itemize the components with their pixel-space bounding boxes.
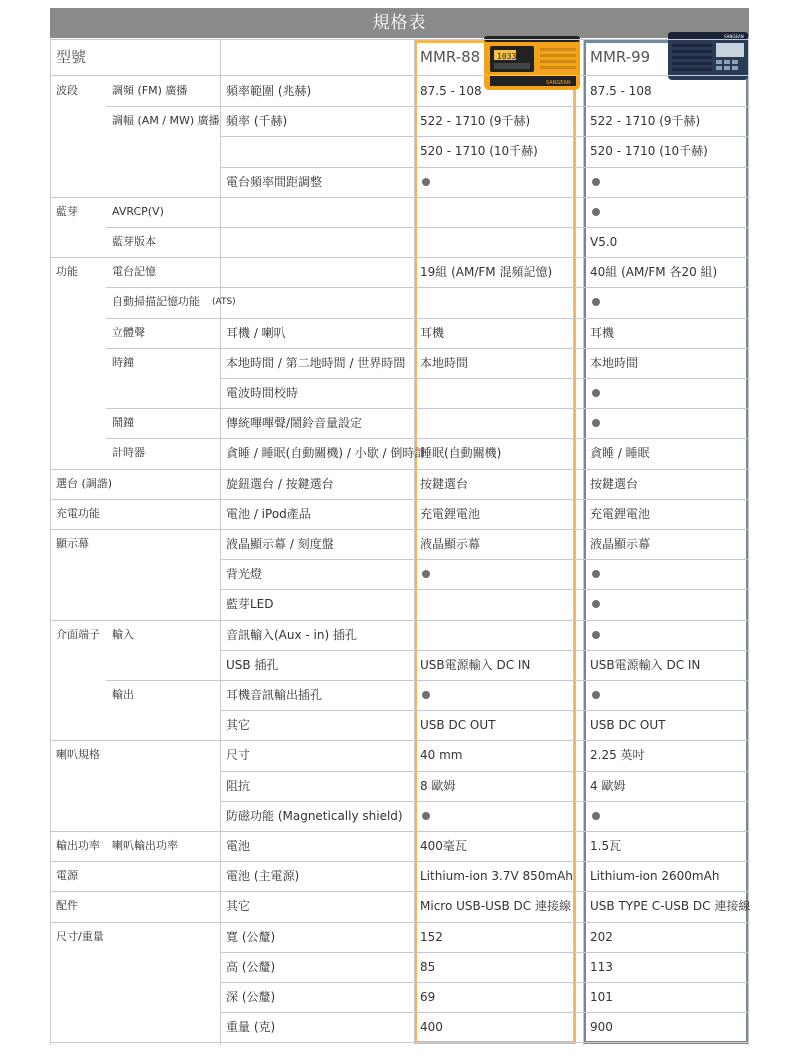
model-a-value: 152 <box>420 929 443 944</box>
model-a-value: 69 <box>420 990 436 1004</box>
model-b-value: 按鍵選台 <box>590 476 639 491</box>
model-a-value: 87.5 - 108 <box>420 84 482 98</box>
row-category: 介面端子 <box>56 627 100 641</box>
row-category: 充電功能 <box>56 506 100 520</box>
row-feature: AVRCP(V) <box>112 204 164 218</box>
column-divider <box>220 39 221 1045</box>
row-category: 選台 (調諧) <box>56 476 113 490</box>
model-a-value: Lithium-ion 3.7V 850mAh <box>420 869 573 884</box>
row-category: 配件 <box>56 899 78 913</box>
model-b-value: 202 <box>590 929 613 944</box>
model-b-name: MMR-99 <box>590 48 651 66</box>
row-spec: 寬 (公釐) <box>226 929 276 944</box>
row-divider <box>106 438 749 439</box>
row-feature-suffix: (ATS) <box>212 297 236 308</box>
row-spec: 本地時間 / 第二地時間 / 世界時間 <box>226 355 406 370</box>
row-divider <box>50 469 749 470</box>
model-a-value: 睡眠(自動關機) <box>420 446 502 461</box>
model-a-value: USB電源輸入 DC IN <box>420 657 531 672</box>
column-divider <box>414 39 415 1045</box>
model-b-value: 液晶顯示幕 <box>590 537 651 551</box>
row-spec: 貪睡 / 睡眠(自動關機) / 小歇 / 倒時計 <box>226 446 427 461</box>
model-a-value: 520 - 1710 (10千赫) <box>420 144 538 159</box>
model-a-name: MMR-88 <box>420 48 481 66</box>
model-b-value-dot <box>592 812 600 820</box>
model-a-value: 按鍵選台 <box>420 476 469 491</box>
row-divider <box>50 257 749 258</box>
row-spec: 藍芽LED <box>226 597 274 612</box>
row-divider <box>220 136 749 137</box>
column-divider <box>748 39 749 1045</box>
model-a-value: 液晶顯示幕 <box>420 537 481 551</box>
row-spec: 重量 (克) <box>226 1020 276 1035</box>
row-category: 尺寸/重量 <box>56 929 104 943</box>
model-a-value: 400 <box>420 1020 443 1035</box>
row-divider <box>220 378 749 379</box>
model-b-value-dot <box>592 631 600 639</box>
model-b-value: 4 歐姆 <box>590 778 626 793</box>
row-spec: 高 (公釐) <box>226 959 276 974</box>
table-title: 規格表 <box>50 8 749 38</box>
model-b-value: 1.5瓦 <box>590 839 622 853</box>
model-a-value: 85 <box>420 959 436 974</box>
model-b-value: 耳機 <box>590 325 615 340</box>
row-spec: 其它 <box>226 718 251 733</box>
model-a-value: 19組 (AM/FM 混頻記憶) <box>420 265 553 280</box>
row-category: 顯示幕 <box>56 537 89 550</box>
model-b-value: 充電鋰電池 <box>590 506 651 521</box>
column-divider <box>583 39 584 1045</box>
mmr-88-radio-image <box>482 32 582 92</box>
model-b-value: 40組 (AM/FM 各20 組) <box>590 265 718 280</box>
model-b-value: 520 - 1710 (10千赫) <box>590 144 708 159</box>
model-b-value: Lithium-ion 2600mAh <box>590 869 720 884</box>
model-b-value-dot <box>592 691 600 699</box>
model-a-value: 本地時間 <box>420 355 469 370</box>
row-spec: 電台頻率間距調整 <box>226 174 323 189</box>
model-a-value: 40 mm <box>420 748 463 763</box>
row-divider <box>220 710 749 711</box>
row-feature: 調幅 (AM / MW) 廣播 <box>112 114 220 128</box>
row-divider <box>50 831 749 832</box>
model-b-value: USB TYPE C-USB DC 連接線 <box>590 899 751 914</box>
row-divider <box>50 740 749 741</box>
row-feature: 藍芽版本 <box>112 235 156 248</box>
model-b-value: 貪睡 / 睡眠 <box>590 446 650 461</box>
model-b-value: USB電源輸入 DC IN <box>590 657 701 672</box>
row-divider <box>106 287 749 288</box>
row-spec: 頻率範圍 (兆赫) <box>226 84 312 98</box>
row-category: 功能 <box>56 265 78 279</box>
model-label: 型號 <box>56 48 87 66</box>
model-b-value-dot <box>592 178 600 186</box>
model-b-value: USB DC OUT <box>590 718 666 733</box>
row-divider <box>220 559 749 560</box>
row-divider <box>220 167 749 168</box>
row-feature: 立體聲 <box>112 325 145 339</box>
model-a-value: 耳機 <box>420 325 445 340</box>
model-b-value: 101 <box>590 990 613 1004</box>
row-spec: 阻抗 <box>226 778 251 793</box>
model-a-value: 522 - 1710 (9千赫) <box>420 114 531 129</box>
radio-a-brand: SANGEAN <box>546 80 571 86</box>
model-b-value: 本地時間 <box>590 355 639 370</box>
row-divider <box>106 680 749 681</box>
row-spec: 尺寸 <box>226 748 251 763</box>
row-spec: 其它 <box>226 899 251 914</box>
row-divider <box>50 529 749 530</box>
row-divider <box>220 982 749 983</box>
row-feature: 鬧鐘 <box>112 416 134 430</box>
row-spec: 深 (公釐) <box>226 990 276 1004</box>
model-b-value: 2.25 英吋 <box>590 748 645 763</box>
row-divider <box>50 891 749 892</box>
row-category: 電源 <box>56 869 78 883</box>
row-spec: 音訊輸入(Aux - in) 插孔 <box>226 627 357 642</box>
row-divider <box>50 197 749 198</box>
row-spec: 背光燈 <box>226 567 263 582</box>
row-divider <box>220 771 749 772</box>
row-divider <box>220 952 749 953</box>
row-spec: 耳機音訊輸出插孔 <box>226 688 323 702</box>
row-spec: 電池 <box>226 839 251 853</box>
radio-a-display: 1033 <box>497 52 517 61</box>
row-category: 輸出功率 <box>56 839 100 852</box>
row-divider <box>106 106 749 107</box>
row-divider <box>106 408 749 409</box>
model-b-value: 87.5 - 108 <box>590 84 652 98</box>
row-divider <box>220 650 749 651</box>
model-b-value: 113 <box>590 959 613 974</box>
row-divider <box>50 39 749 40</box>
row-divider <box>50 922 749 923</box>
row-category: 藍芽 <box>56 204 78 218</box>
row-spec: 液晶顯示幕 / 刻度盤 <box>226 537 334 551</box>
row-divider <box>220 589 749 590</box>
model-b-value: 522 - 1710 (9千赫) <box>590 114 701 129</box>
row-divider <box>220 1012 749 1013</box>
model-a-value: 400毫瓦 <box>420 839 467 853</box>
row-spec: 電池 / iPod產品 <box>226 506 311 521</box>
row-feature: 自動掃描記憶功能 <box>112 295 200 309</box>
row-feature: 輸出 <box>112 688 134 701</box>
row-feature: 時鐘 <box>112 355 134 369</box>
row-divider <box>50 499 749 500</box>
row-divider <box>50 1042 749 1043</box>
row-divider <box>50 861 749 862</box>
model-a-value-dot <box>422 691 430 699</box>
row-divider <box>50 620 749 621</box>
row-spec: 電池 (主電源) <box>226 869 300 884</box>
row-divider <box>106 348 749 349</box>
row-divider <box>106 227 749 228</box>
row-divider <box>106 318 749 319</box>
column-divider <box>50 39 51 1045</box>
row-spec: 頻率 (千赫) <box>226 114 288 129</box>
row-spec: USB 插孔 <box>226 657 279 672</box>
row-spec: 防磁功能 (Magnetically shield) <box>226 808 403 823</box>
row-divider <box>220 801 749 802</box>
row-spec: 耳機 / 喇叭 <box>226 325 286 340</box>
model-b-value: V5.0 <box>590 235 618 249</box>
row-feature: 輸入 <box>112 627 134 641</box>
row-category: 波段 <box>56 84 78 97</box>
model-b-value: 900 <box>590 1020 613 1035</box>
spec-sheet <box>50 8 749 1046</box>
row-spec: 旋鈕選台 / 按鍵選台 <box>226 476 334 491</box>
model-a-value-dot <box>422 812 430 820</box>
model-b-value-dot <box>592 389 600 397</box>
row-feature: 計時器 <box>112 446 145 460</box>
row-category: 喇叭規格 <box>56 748 100 762</box>
row-spec: 電波時間校時 <box>226 386 299 400</box>
model-a-value: Micro USB-USB DC 連接線 <box>420 899 571 914</box>
row-feature: 調頻 (FM) 廣播 <box>112 84 188 97</box>
model-a-value: USB DC OUT <box>420 718 496 733</box>
row-feature: 電台記憶 <box>112 265 156 279</box>
model-a-value: 8 歐姆 <box>420 778 456 793</box>
model-a-value-dot <box>422 178 430 186</box>
row-spec: 傳統嗶嗶聲/鬧鈴音量設定 <box>226 416 363 431</box>
radio-b-brand: SANGEAN <box>724 34 744 39</box>
model-b-value-dot <box>592 208 600 216</box>
row-divider <box>50 75 749 76</box>
row-subcategory: 喇叭輸出功率 <box>112 839 178 852</box>
model-a-value: 充電鋰電池 <box>420 506 481 521</box>
